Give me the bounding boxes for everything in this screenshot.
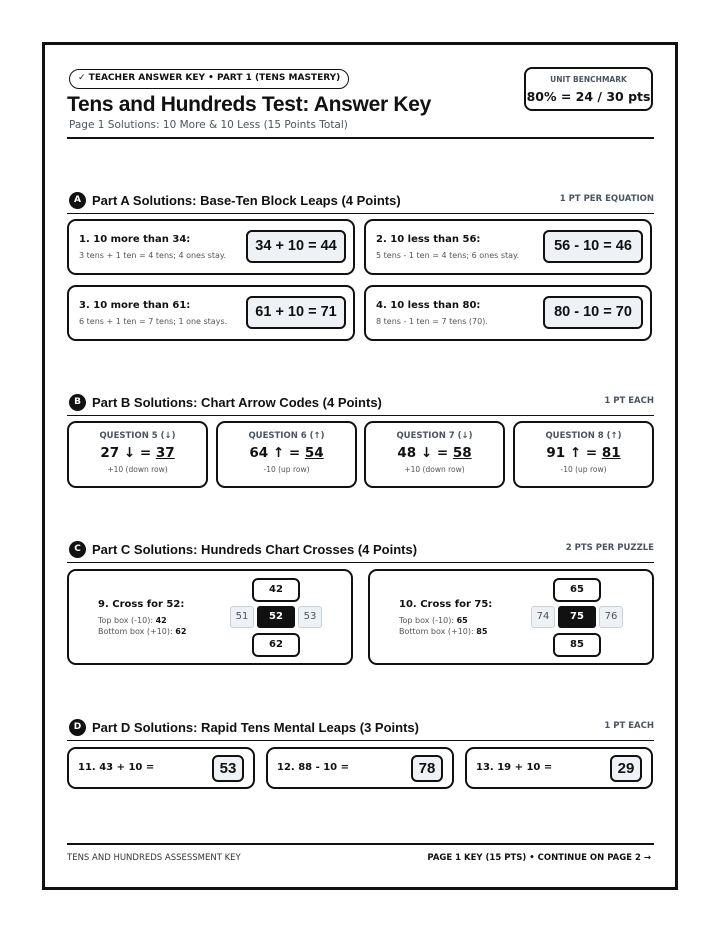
part-d-card-11: [67, 747, 255, 789]
cross-left-cell: 51: [230, 606, 254, 628]
bottom-box-value: 62: [175, 627, 187, 636]
footer-right-text: PAGE 1 KEY (15 PTS) • CONTINUE ON PAGE 2 →: [427, 853, 651, 863]
question-label: QUESTION 7 (↓): [396, 431, 473, 441]
part-a-card-3: [67, 285, 355, 341]
section-points: 1 PT PER EQUATION: [559, 194, 654, 204]
benchmark-label: UNIT BENCHMARK: [550, 75, 627, 84]
question-text: 10. Cross for 75:: [399, 599, 493, 610]
hint-text: 6 tens + 1 ten = 7 tens; 1 one stays.: [79, 317, 228, 326]
question-text: 2. 10 less than 56:: [376, 234, 481, 245]
question-text: 9. Cross for 52:: [98, 599, 185, 610]
cross-top-cell: 42: [252, 578, 300, 602]
arrow-expression: 27 ↓ =: [100, 445, 156, 461]
cross-right-cell: 53: [298, 606, 322, 628]
section-letter: A: [69, 192, 86, 209]
hint-text: 8 tens - 1 ten = 7 tens (70).: [376, 317, 488, 326]
cross-top-cell: 65: [553, 578, 601, 602]
arrow-answer: 37: [155, 445, 175, 461]
section-points: 1 PT EACH: [604, 721, 654, 731]
benchmark-value: 80% = 24 / 30 pts: [526, 89, 651, 104]
question-text: 4. 10 less than 80:: [376, 300, 481, 311]
rule-note: -10 (up row): [263, 465, 310, 474]
bottom-box-label: Bottom box (+10):: [98, 627, 176, 636]
question-text: 3. 10 more than 61:: [79, 300, 191, 311]
page-title: Tens and Hundreds Test: Answer Key: [67, 93, 431, 116]
page-subtitle: Page 1 Solutions: 10 More & 10 Less (15 Points Total): [69, 119, 348, 131]
section-letter: C: [69, 541, 86, 558]
benchmark-box: [524, 67, 653, 111]
section-title: Part C Solutions: Hundreds Chart Crosses (4 Points): [92, 542, 418, 557]
arrow-answer: 54: [304, 445, 324, 461]
bottom-box-solution: [98, 627, 186, 636]
part-a-card-1: [67, 219, 355, 275]
footer-divider: [67, 843, 654, 845]
section-title: Part D Solutions: Rapid Tens Mental Leaps (3 Points): [92, 720, 419, 735]
part-b-card-7: [364, 421, 505, 488]
cross-right-cell: 76: [599, 606, 623, 628]
part-c-card-9: [67, 569, 353, 665]
arrow-code: [69, 445, 206, 461]
section-points: 2 PTS PER PUZZLE: [565, 543, 654, 553]
footer-left-text: TENS AND HUNDREDS ASSESSMENT KEY: [67, 853, 241, 863]
hundreds-cross: [531, 578, 623, 658]
question-text: 12. 88 - 10 =: [277, 762, 350, 773]
top-box-value: 65: [456, 616, 468, 625]
arrow-code: [218, 445, 355, 461]
top-box-solution: [399, 616, 468, 625]
arrow-answer: 81: [601, 445, 621, 461]
section-title: Part A Solutions: Base-Ten Block Leaps (4 Points): [92, 193, 401, 208]
section-letter: B: [69, 394, 86, 411]
question-label: QUESTION 8 (↑): [545, 431, 622, 441]
rule-note: +10 (down row): [404, 465, 465, 474]
question-label: QUESTION 6 (↑): [248, 431, 325, 441]
question-text: 1. 10 more than 34:: [79, 234, 191, 245]
answer-key-sheet: [42, 42, 678, 890]
bottom-box-value: 85: [476, 627, 488, 636]
part-a-header: [67, 192, 654, 214]
answer-box: 53: [212, 755, 244, 782]
section-letter: D: [69, 719, 86, 736]
top-box-label: Top box (-10):: [399, 616, 457, 625]
part-c-header: [67, 541, 654, 563]
part-c-card-10: [368, 569, 654, 665]
part-a-card-4: [364, 285, 652, 341]
cross-center-cell: 75: [558, 606, 596, 628]
answer-box: 78: [411, 755, 443, 782]
part-b-header: [67, 394, 654, 416]
part-d-header: [67, 719, 654, 741]
answer-box: 29: [610, 755, 642, 782]
arrow-code: [366, 445, 503, 461]
equation-answer: 56 - 10 = 46: [543, 230, 643, 263]
equation-answer: 34 + 10 = 44: [246, 230, 346, 263]
cross-bottom-cell: 85: [553, 633, 601, 657]
hint-text: 5 tens - 1 ten = 4 tens; 6 ones stay.: [376, 251, 520, 260]
part-d-card-13: [465, 747, 653, 789]
arrow-code: [515, 445, 652, 461]
section-points: 1 PT EACH: [604, 396, 654, 406]
hint-text: 3 tens + 1 ten = 4 tens; 4 ones stay.: [79, 251, 227, 260]
top-box-label: Top box (-10):: [98, 616, 156, 625]
bottom-box-solution: [399, 627, 487, 636]
part-b-card-5: [67, 421, 208, 488]
rule-note: -10 (up row): [560, 465, 607, 474]
question-text: 13. 19 + 10 =: [476, 762, 553, 773]
top-box-solution: [98, 616, 167, 625]
rule-note: +10 (down row): [107, 465, 168, 474]
header-divider: [67, 137, 654, 139]
part-b-card-8: [513, 421, 654, 488]
teacher-key-badge: ✓ TEACHER ANSWER KEY • PART 1 (TENS MASTERY): [69, 69, 349, 89]
cross-center-cell: 52: [257, 606, 295, 628]
hundreds-cross: [230, 578, 322, 658]
question-text: 11. 43 + 10 =: [78, 762, 155, 773]
equation-answer: 80 - 10 = 70: [543, 296, 643, 329]
cross-bottom-cell: 62: [252, 633, 300, 657]
part-a-card-2: [364, 219, 652, 275]
question-label: QUESTION 5 (↓): [99, 431, 176, 441]
arrow-expression: 48 ↓ =: [397, 445, 453, 461]
top-box-value: 42: [155, 616, 167, 625]
section-title: Part B Solutions: Chart Arrow Codes (4 Points): [92, 395, 382, 410]
bottom-box-label: Bottom box (+10):: [399, 627, 477, 636]
part-b-card-6: [216, 421, 357, 488]
arrow-answer: 58: [452, 445, 472, 461]
equation-answer: 61 + 10 = 71: [246, 296, 346, 329]
arrow-expression: 91 ↑ =: [546, 445, 602, 461]
part-d-card-12: [266, 747, 454, 789]
cross-left-cell: 74: [531, 606, 555, 628]
arrow-expression: 64 ↑ =: [249, 445, 305, 461]
